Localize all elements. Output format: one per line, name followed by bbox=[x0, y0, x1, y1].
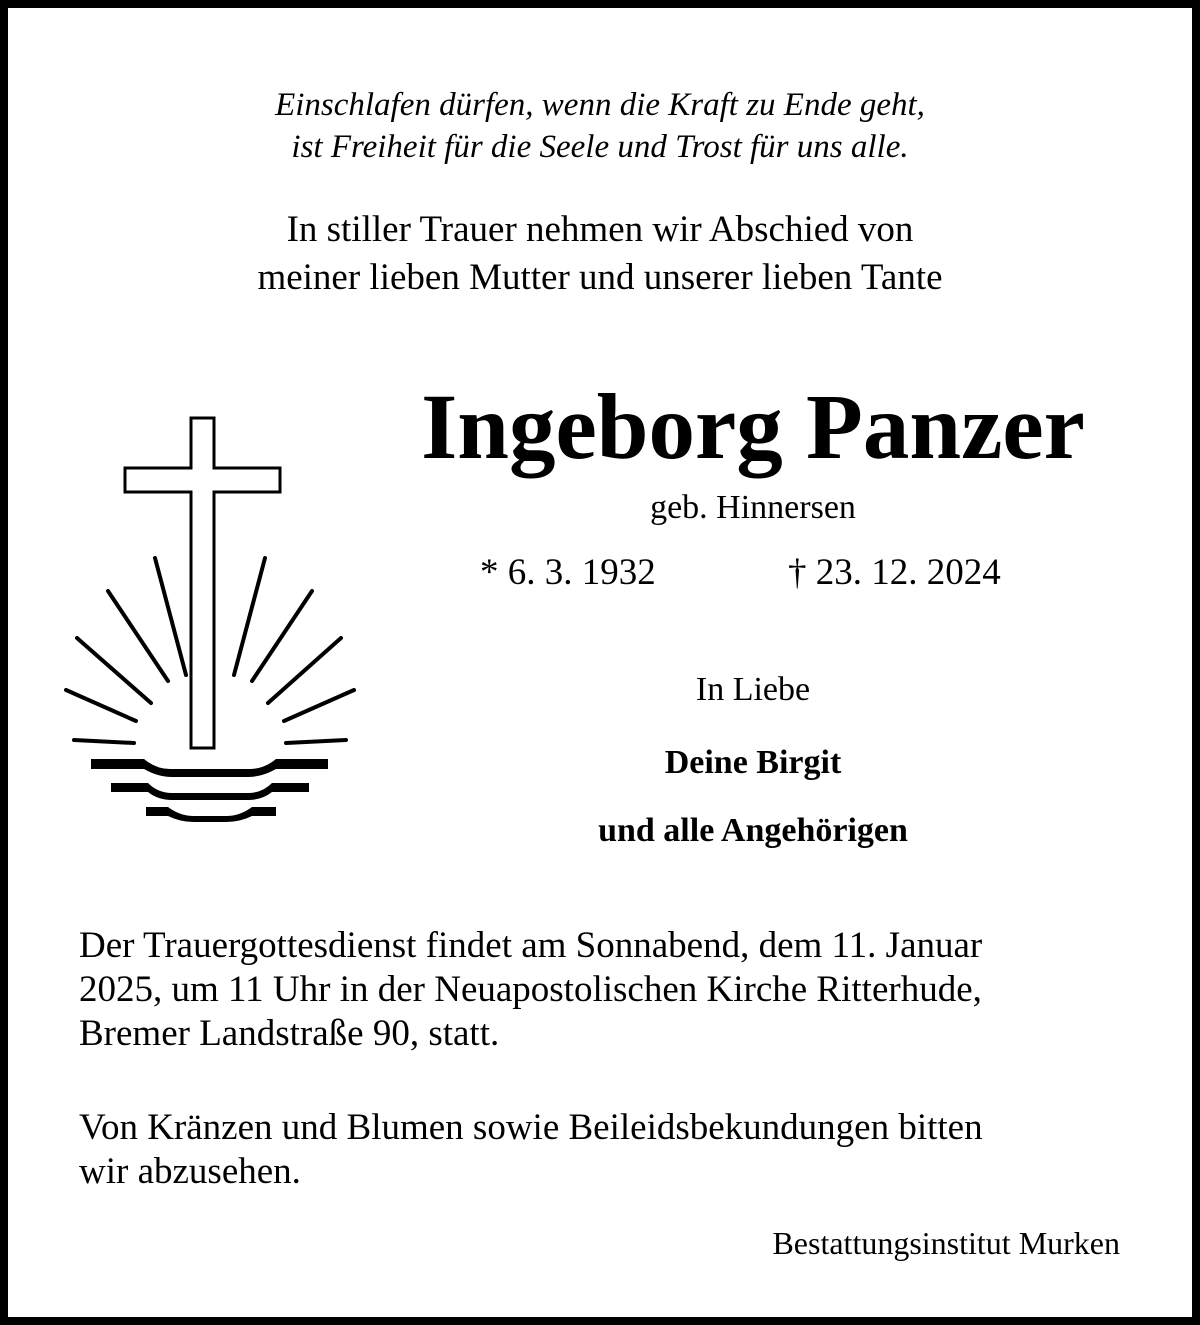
in-love-text: In Liebe bbox=[695, 671, 811, 708]
request-notice-line-1: Von Kränzen und Blumen sowie Beileidsbekundungen bitten bbox=[79, 1107, 983, 1148]
service-notice bbox=[79, 924, 1129, 1056]
mourner-others: und alle Angehörigen bbox=[598, 812, 908, 849]
poem-line-1: Einschlafen dürfen, wenn die Kraft zu Ende geht, bbox=[275, 87, 925, 123]
service-notice-line-2: 2025, um 11 Uhr in der Neuapostolischen Kirche Ritterhude, bbox=[79, 969, 982, 1010]
intro-line-2: meiner lieben Mutter und unserer lieben Tante bbox=[257, 257, 943, 298]
service-notice-line-1: Der Trauergottesdienst findet am Sonnabend, dem 11. Januar bbox=[79, 925, 983, 966]
request-notice-line-2: wir abzusehen. bbox=[79, 1151, 301, 1192]
maiden-name: geb. Hinnersen bbox=[650, 489, 856, 526]
birth-date: * 6. 3. 1932 bbox=[480, 552, 656, 593]
mourner-primary: Deine Birgit bbox=[664, 744, 842, 781]
undertaker-signature: Bestattungsinstitut Murken bbox=[772, 1225, 1120, 1261]
deceased-name: Ingeborg Panzer bbox=[421, 376, 1085, 479]
poem-line-2: ist Freiheit für die Seele und Trost für uns alle. bbox=[291, 129, 909, 165]
service-notice-line-3: Bremer Landstraße 90, statt. bbox=[79, 1013, 500, 1054]
cross-sun-waves-icon bbox=[56, 413, 366, 823]
request-notice bbox=[79, 1106, 1129, 1194]
intro-line-1: In stiller Trauer nehmen wir Abschied von bbox=[286, 209, 914, 250]
death-date: † 23. 12. 2024 bbox=[788, 552, 1001, 593]
